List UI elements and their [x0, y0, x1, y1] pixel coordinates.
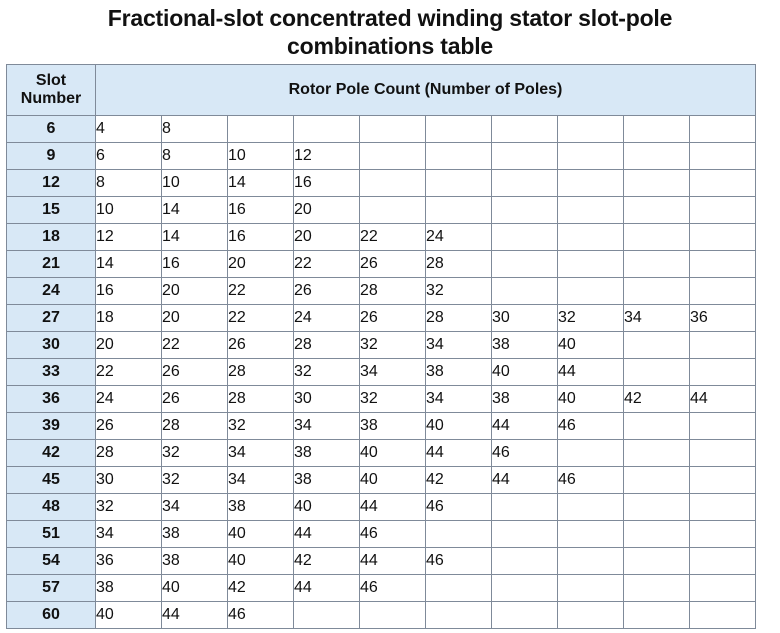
pole-count-cell	[492, 170, 558, 197]
pole-count-cell: 40	[360, 467, 426, 494]
pole-count-cell	[624, 494, 690, 521]
pole-count-cell	[690, 278, 756, 305]
pole-count-cell: 44	[558, 359, 624, 386]
pole-count-cell: 44	[360, 494, 426, 521]
pole-count-cell: 34	[360, 359, 426, 386]
pole-count-cell: 24	[426, 224, 492, 251]
pole-count-cell: 26	[162, 386, 228, 413]
table-row	[7, 305, 756, 332]
pole-count-cell: 34	[294, 413, 360, 440]
pole-count-cell: 32	[360, 332, 426, 359]
slot-number-cell: 27	[7, 305, 96, 332]
pole-count-cell: 40	[294, 494, 360, 521]
pole-count-cell: 44	[492, 467, 558, 494]
pole-count-cell	[426, 170, 492, 197]
pole-count-cell: 20	[162, 305, 228, 332]
pole-count-cell: 34	[426, 332, 492, 359]
pole-count-cell: 40	[228, 548, 294, 575]
pole-count-cell: 32	[558, 305, 624, 332]
pole-count-cell: 30	[96, 467, 162, 494]
pole-count-cell	[426, 602, 492, 629]
pole-count-cell: 30	[294, 386, 360, 413]
pole-count-cell: 46	[558, 413, 624, 440]
pole-count-cell: 28	[162, 413, 228, 440]
pole-count-cell: 26	[360, 251, 426, 278]
pole-count-cell: 14	[228, 170, 294, 197]
pole-count-cell: 38	[162, 521, 228, 548]
pole-count-cell: 36	[96, 548, 162, 575]
table-row	[7, 224, 756, 251]
pole-count-cell: 46	[228, 602, 294, 629]
pole-count-cell: 32	[294, 359, 360, 386]
pole-count-cell: 20	[96, 332, 162, 359]
pole-count-cell	[690, 413, 756, 440]
pole-count-cell: 42	[228, 575, 294, 602]
pole-count-cell	[360, 143, 426, 170]
pole-count-cell	[558, 224, 624, 251]
pole-count-cell	[690, 251, 756, 278]
pole-count-cell: 32	[96, 494, 162, 521]
pole-count-cell	[624, 197, 690, 224]
pole-count-cell: 8	[162, 143, 228, 170]
pole-count-cell: 38	[360, 413, 426, 440]
pole-count-cell: 42	[426, 467, 492, 494]
slot-number-cell: 21	[7, 251, 96, 278]
pole-count-cell	[492, 494, 558, 521]
pole-count-cell	[690, 440, 756, 467]
pole-count-cell: 36	[690, 305, 756, 332]
pole-count-cell: 28	[294, 332, 360, 359]
slot-number-header	[7, 65, 96, 116]
pole-count-cell: 6	[96, 143, 162, 170]
slot-number-cell: 45	[7, 467, 96, 494]
pole-count-cell: 44	[690, 386, 756, 413]
pole-count-cell	[426, 521, 492, 548]
table-header-row	[7, 65, 756, 116]
pole-count-cell: 44	[162, 602, 228, 629]
pole-count-cell	[426, 143, 492, 170]
pole-count-cell: 16	[96, 278, 162, 305]
pole-count-cell	[492, 143, 558, 170]
table-row	[7, 494, 756, 521]
table-row	[7, 143, 756, 170]
pole-count-cell	[558, 251, 624, 278]
pole-count-cell: 44	[492, 413, 558, 440]
pole-count-cell	[558, 602, 624, 629]
title-line-2: combinations table	[287, 33, 493, 59]
pole-count-cell: 28	[228, 359, 294, 386]
pole-count-cell	[558, 521, 624, 548]
pole-count-cell	[624, 521, 690, 548]
pole-count-cell	[690, 602, 756, 629]
pole-count-cell	[624, 170, 690, 197]
pole-count-cell	[558, 278, 624, 305]
corner-line-1: Slot	[35, 72, 67, 89]
pole-count-cell: 14	[96, 251, 162, 278]
pole-count-cell: 22	[162, 332, 228, 359]
pole-count-cell: 26	[162, 359, 228, 386]
pole-count-cell: 46	[426, 494, 492, 521]
pole-count-cell	[690, 548, 756, 575]
pole-count-cell	[492, 575, 558, 602]
pole-count-cell	[294, 602, 360, 629]
pole-count-cell	[624, 224, 690, 251]
pole-count-cell: 34	[162, 494, 228, 521]
table-row	[7, 278, 756, 305]
slot-number-cell: 24	[7, 278, 96, 305]
pole-count-cell: 28	[360, 278, 426, 305]
pole-count-cell	[690, 197, 756, 224]
pole-count-cell: 38	[294, 467, 360, 494]
table-row	[7, 251, 756, 278]
pole-count-cell: 26	[228, 332, 294, 359]
slot-number-cell: 54	[7, 548, 96, 575]
pole-count-cell	[690, 575, 756, 602]
pole-count-cell	[690, 521, 756, 548]
corner-line-2: Number	[20, 90, 82, 107]
pole-count-cell	[624, 278, 690, 305]
slot-number-cell: 60	[7, 602, 96, 629]
pole-count-cell	[294, 116, 360, 143]
table-row	[7, 170, 756, 197]
page-title	[0, 4, 780, 60]
pole-count-cell: 22	[96, 359, 162, 386]
pole-count-cell: 20	[228, 251, 294, 278]
pole-count-cell: 22	[228, 305, 294, 332]
pole-count-cell: 8	[162, 116, 228, 143]
table-row	[7, 197, 756, 224]
pole-count-cell: 32	[360, 386, 426, 413]
pole-count-cell: 38	[426, 359, 492, 386]
pole-count-cell: 32	[162, 467, 228, 494]
pole-count-cell	[624, 548, 690, 575]
pole-count-cell	[492, 224, 558, 251]
pole-count-cell: 26	[96, 413, 162, 440]
pole-count-cell: 10	[228, 143, 294, 170]
table-row	[7, 602, 756, 629]
pole-count-cell	[690, 359, 756, 386]
pole-count-cell: 12	[96, 224, 162, 251]
pole-count-cell	[624, 251, 690, 278]
pole-count-cell: 34	[96, 521, 162, 548]
pole-count-cell: 44	[360, 548, 426, 575]
pole-count-cell	[426, 575, 492, 602]
pole-count-cell	[360, 116, 426, 143]
pole-count-cell: 46	[558, 467, 624, 494]
pole-count-cell: 44	[426, 440, 492, 467]
pole-count-cell: 34	[624, 305, 690, 332]
pole-count-cell	[690, 494, 756, 521]
pole-count-cell: 22	[294, 251, 360, 278]
pole-count-cell	[558, 548, 624, 575]
pole-count-cell: 26	[294, 278, 360, 305]
pole-count-cell	[690, 116, 756, 143]
pole-count-cell	[558, 143, 624, 170]
pole-count-cell: 40	[558, 332, 624, 359]
pole-count-cell: 46	[492, 440, 558, 467]
pole-count-cell: 10	[96, 197, 162, 224]
pole-count-cell: 44	[294, 521, 360, 548]
pole-count-cell	[624, 143, 690, 170]
rotor-pole-header: Rotor Pole Count (Number of Poles)	[96, 65, 756, 116]
pole-count-cell	[624, 467, 690, 494]
pole-count-cell: 26	[360, 305, 426, 332]
table-row	[7, 413, 756, 440]
pole-count-cell: 38	[96, 575, 162, 602]
pole-count-cell: 22	[228, 278, 294, 305]
pole-count-cell: 14	[162, 224, 228, 251]
pole-count-cell: 40	[228, 521, 294, 548]
pole-count-cell	[624, 602, 690, 629]
pole-count-cell: 28	[426, 305, 492, 332]
table-row	[7, 359, 756, 386]
pole-count-cell	[558, 197, 624, 224]
pole-count-cell	[492, 197, 558, 224]
pole-count-cell: 30	[492, 305, 558, 332]
slot-number-cell: 57	[7, 575, 96, 602]
slot-number-cell: 42	[7, 440, 96, 467]
pole-count-cell: 46	[360, 575, 426, 602]
pole-count-cell	[624, 359, 690, 386]
pole-count-cell: 16	[162, 251, 228, 278]
pole-count-cell: 20	[162, 278, 228, 305]
pole-count-cell	[558, 494, 624, 521]
pole-count-cell: 42	[624, 386, 690, 413]
pole-count-cell: 40	[558, 386, 624, 413]
pole-count-cell: 38	[294, 440, 360, 467]
pole-count-cell	[228, 116, 294, 143]
pole-count-cell: 32	[426, 278, 492, 305]
pole-count-cell: 16	[294, 170, 360, 197]
pole-count-cell	[558, 575, 624, 602]
table-row	[7, 548, 756, 575]
title-line-1: Fractional-slot concentrated winding stator slot-pole	[107, 5, 673, 31]
table-row	[7, 467, 756, 494]
pole-count-cell: 40	[426, 413, 492, 440]
pole-count-cell	[558, 116, 624, 143]
pole-count-cell	[690, 143, 756, 170]
table-row	[7, 332, 756, 359]
pole-count-cell: 34	[228, 467, 294, 494]
pole-count-cell	[624, 440, 690, 467]
pole-count-cell: 40	[360, 440, 426, 467]
pole-count-cell: 38	[492, 386, 558, 413]
pole-count-cell: 38	[162, 548, 228, 575]
pole-count-cell	[492, 602, 558, 629]
pole-count-cell: 14	[162, 197, 228, 224]
pole-count-cell: 40	[96, 602, 162, 629]
pole-count-cell: 20	[294, 197, 360, 224]
pole-count-cell: 16	[228, 224, 294, 251]
slot-number-cell: 51	[7, 521, 96, 548]
slot-number-cell: 39	[7, 413, 96, 440]
table-row	[7, 521, 756, 548]
slot-pole-table	[6, 64, 756, 629]
pole-count-cell	[492, 251, 558, 278]
pole-count-cell	[624, 413, 690, 440]
pole-count-cell	[558, 440, 624, 467]
pole-count-cell: 34	[426, 386, 492, 413]
slot-number-cell: 36	[7, 386, 96, 413]
pole-count-cell	[492, 116, 558, 143]
pole-count-cell	[360, 602, 426, 629]
pole-count-cell: 28	[96, 440, 162, 467]
pole-count-cell: 46	[426, 548, 492, 575]
pole-count-cell: 32	[162, 440, 228, 467]
pole-count-cell: 40	[492, 359, 558, 386]
table-row	[7, 440, 756, 467]
pole-count-cell	[558, 170, 624, 197]
pole-count-cell	[492, 278, 558, 305]
pole-count-cell: 46	[360, 521, 426, 548]
pole-count-cell	[492, 521, 558, 548]
pole-count-cell: 28	[426, 251, 492, 278]
pole-count-cell: 16	[228, 197, 294, 224]
table-body	[7, 116, 756, 629]
slot-number-cell: 15	[7, 197, 96, 224]
pole-count-cell	[426, 116, 492, 143]
pole-count-cell	[360, 170, 426, 197]
pole-count-cell: 44	[294, 575, 360, 602]
pole-count-cell: 8	[96, 170, 162, 197]
pole-count-cell	[624, 575, 690, 602]
pole-count-cell: 4	[96, 116, 162, 143]
pole-count-cell: 24	[96, 386, 162, 413]
pole-count-cell: 10	[162, 170, 228, 197]
pole-count-cell: 24	[294, 305, 360, 332]
pole-count-cell: 32	[228, 413, 294, 440]
pole-count-cell	[624, 332, 690, 359]
pole-count-cell: 42	[294, 548, 360, 575]
pole-count-cell	[690, 224, 756, 251]
pole-count-cell: 38	[492, 332, 558, 359]
pole-count-cell: 34	[228, 440, 294, 467]
pole-count-cell	[426, 197, 492, 224]
slot-number-cell: 6	[7, 116, 96, 143]
pole-count-cell	[690, 332, 756, 359]
slot-number-cell: 48	[7, 494, 96, 521]
pole-count-cell: 18	[96, 305, 162, 332]
pole-count-cell: 22	[360, 224, 426, 251]
pole-count-cell	[360, 197, 426, 224]
table-row	[7, 116, 756, 143]
pole-count-cell: 38	[228, 494, 294, 521]
table-row	[7, 386, 756, 413]
pole-count-cell	[492, 548, 558, 575]
pole-count-cell	[690, 170, 756, 197]
slot-number-cell: 33	[7, 359, 96, 386]
pole-count-cell: 20	[294, 224, 360, 251]
pole-count-cell: 28	[228, 386, 294, 413]
slot-number-cell: 9	[7, 143, 96, 170]
pole-count-cell: 12	[294, 143, 360, 170]
pole-count-cell	[624, 116, 690, 143]
table-row	[7, 575, 756, 602]
slot-number-cell: 30	[7, 332, 96, 359]
slot-number-cell: 18	[7, 224, 96, 251]
pole-count-cell	[690, 467, 756, 494]
slot-number-cell: 12	[7, 170, 96, 197]
pole-count-cell: 40	[162, 575, 228, 602]
